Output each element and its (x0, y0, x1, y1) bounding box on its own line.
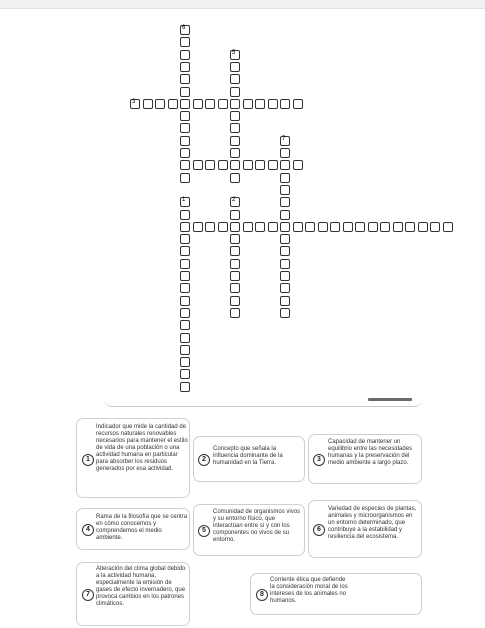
crossword-cell[interactable] (230, 308, 240, 318)
crossword-cell[interactable] (405, 222, 415, 232)
crossword-cell[interactable] (280, 259, 290, 269)
crossword-cell[interactable] (268, 99, 278, 109)
crossword-cell[interactable] (180, 345, 190, 355)
crossword-cell[interactable] (230, 296, 240, 306)
crossword-cell[interactable] (180, 320, 190, 330)
crossword-cell[interactable] (280, 271, 290, 281)
crossword-cell[interactable] (380, 222, 390, 232)
cell-number: 7 (282, 135, 286, 142)
crossword-cell[interactable] (280, 185, 290, 195)
clue-text: Indicador que mide la cantidad de recursos naturales renovables necesarios para mantener el estilo de vida de una población o una actividad humana en particular para absorber los residuos generados por esa actividad. (96, 424, 188, 472)
crossword-cell[interactable] (255, 99, 265, 109)
clue-number-badge: 8 (256, 589, 268, 601)
crossword-cell[interactable] (155, 99, 165, 109)
clue-text: Variedad de especies de plantas, animales y microorganismos en un entorno determinado, que contribuye a la estabilidad y resiliencia del ecosistema. (328, 506, 417, 540)
crossword-cell[interactable] (280, 197, 290, 207)
crossword-cell[interactable] (280, 136, 290, 146)
clue-card-7 (76, 562, 190, 626)
cell-number: 5 (232, 49, 236, 56)
crossword-cell[interactable] (180, 136, 190, 146)
crossword-cell[interactable] (280, 296, 290, 306)
crossword-cell[interactable] (180, 123, 190, 133)
crossword-cell[interactable] (180, 148, 190, 158)
clue-number-badge: 3 (313, 454, 325, 466)
crossword-cell[interactable] (230, 160, 240, 170)
crossword-cell[interactable] (243, 160, 253, 170)
clue-text: Comunidad de organismos vivos y su entorno físico, que interactúan entre sí y con los componentes no vivos de su entorno. (213, 509, 301, 543)
crossword-cell[interactable] (230, 123, 240, 133)
clue-card-1 (76, 418, 190, 498)
crossword-cell[interactable] (180, 197, 190, 207)
crossword-cell[interactable] (180, 37, 190, 47)
crossword-cell[interactable] (168, 99, 178, 109)
crossword-cell[interactable] (293, 160, 303, 170)
crossword-cell[interactable] (180, 210, 190, 220)
crossword-cell[interactable] (230, 222, 240, 232)
crossword-cell[interactable] (243, 222, 253, 232)
crossword-cell[interactable] (355, 222, 365, 232)
crossword-cell[interactable] (268, 160, 278, 170)
crossword-cell[interactable] (318, 222, 328, 232)
crossword-cell[interactable] (230, 246, 240, 256)
crossword-cell[interactable] (230, 283, 240, 293)
crossword-cell[interactable] (193, 99, 203, 109)
crossword-cell[interactable] (230, 99, 240, 109)
clue-text: Capacidad de mantener un equilibrio entre las necesidades humanas y la preservación del medio ambiente a largo plazo. (328, 439, 413, 466)
crossword-cell[interactable] (230, 210, 240, 220)
crossword-cell[interactable] (180, 283, 190, 293)
crossword-cell[interactable] (230, 136, 240, 146)
crossword-cell[interactable] (230, 62, 240, 72)
clue-number-badge: 6 (313, 524, 325, 536)
crossword-cell[interactable] (418, 222, 428, 232)
clue-number-badge: 1 (82, 454, 94, 466)
crossword-cell[interactable] (230, 234, 240, 244)
crossword-cell[interactable] (293, 99, 303, 109)
crossword-cell[interactable] (180, 234, 190, 244)
crossword-cell[interactable] (180, 369, 190, 379)
crossword-cell[interactable] (180, 222, 190, 232)
crossword-cell[interactable] (230, 50, 240, 60)
crossword-cell[interactable] (143, 99, 153, 109)
crossword-cell[interactable] (205, 99, 215, 109)
crossword-cell[interactable] (230, 197, 240, 207)
crossword-cell[interactable] (205, 222, 215, 232)
clue-card-6 (308, 500, 422, 558)
crossword-cell[interactable] (230, 259, 240, 269)
cell-number: 3 (132, 98, 136, 105)
crossword-cell[interactable] (330, 222, 340, 232)
crossword-cell[interactable] (243, 99, 253, 109)
crossword-cell[interactable] (280, 99, 290, 109)
crossword-cell[interactable] (230, 111, 240, 121)
crossword-cell[interactable] (280, 308, 290, 318)
crossword-cell[interactable] (230, 271, 240, 281)
crossword-cell[interactable] (180, 259, 190, 269)
crossword-cell[interactable] (280, 234, 290, 244)
crossword-cell[interactable] (180, 333, 190, 343)
crossword-cell[interactable] (180, 87, 190, 97)
crossword-cell[interactable] (255, 222, 265, 232)
crossword-cell[interactable] (180, 271, 190, 281)
crossword-cell[interactable] (268, 222, 278, 232)
crossword-cell[interactable] (230, 173, 240, 183)
crossword-cell[interactable] (180, 308, 190, 318)
clue-card-4 (76, 508, 190, 550)
clue-number-badge: 7 (82, 589, 94, 601)
clue-card-2 (193, 436, 305, 482)
crossword-cell[interactable] (218, 222, 228, 232)
crossword-cell[interactable] (293, 222, 303, 232)
clue-text: Rama de la filosofía que se centra en cómo conocemos y comprendemos el medio ambiente. (96, 514, 188, 541)
crossword-cell[interactable] (230, 87, 240, 97)
crossword-cell[interactable] (218, 99, 228, 109)
crossword-cell[interactable] (193, 160, 203, 170)
cell-number: 2 (232, 197, 236, 204)
crossword-cell[interactable] (443, 222, 453, 232)
clue-card-3 (308, 434, 422, 484)
crossword-cell[interactable] (180, 111, 190, 121)
crossword-cell[interactable] (180, 296, 190, 306)
crossword-cell[interactable] (430, 222, 440, 232)
clue-card-5 (193, 504, 305, 556)
clue-card-8 (250, 573, 422, 615)
crossword-cell[interactable] (180, 50, 190, 60)
crossword-cell[interactable] (280, 283, 290, 293)
crossword-cell[interactable] (180, 160, 190, 170)
cell-number: 6 (182, 25, 186, 31)
crossword-cell[interactable] (205, 160, 215, 170)
crossword-cell[interactable] (130, 99, 140, 109)
crossword-cell[interactable] (180, 74, 190, 84)
crossword-cell[interactable] (343, 222, 353, 232)
crossword-cell[interactable] (180, 99, 190, 109)
crossword-cell[interactable] (193, 222, 203, 232)
clue-text: Concepto que señala la influencia dominante de la humanidad en la Tierra. (213, 446, 283, 466)
crossword-cell[interactable] (180, 357, 190, 367)
crossword-cell[interactable] (180, 246, 190, 256)
crossword-cell[interactable] (230, 74, 240, 84)
crossword-cell[interactable] (230, 148, 240, 158)
crossword-cell[interactable] (280, 246, 290, 256)
crossword-cell[interactable] (255, 160, 265, 170)
crossword-cell[interactable] (280, 222, 290, 232)
crossword-cell[interactable] (218, 160, 228, 170)
clue-number-badge: 5 (198, 525, 210, 537)
cell-number: 1 (182, 197, 186, 204)
cutoff-bar (368, 398, 412, 401)
crossword-cell[interactable] (368, 222, 378, 232)
crossword-cell[interactable] (393, 222, 403, 232)
crossword-cell[interactable] (180, 382, 190, 392)
crossword-cell[interactable] (280, 173, 290, 183)
crossword-cell[interactable] (180, 173, 190, 183)
crossword-cell[interactable] (305, 222, 315, 232)
clue-text: Corriente ética que defiende la consideración moral de los intereses de los animales no humanos. (270, 577, 348, 604)
crossword-cell[interactable] (280, 148, 290, 158)
clue-text: Alteración del clima global debido a la actividad humana, especialmente la emisión de gases de efecto invernadero, que provoca cambios en los patrones climáticos. (96, 566, 186, 607)
crossword-cell[interactable] (180, 25, 190, 35)
clue-number-badge: 2 (198, 454, 210, 466)
crossword-cell[interactable] (180, 62, 190, 72)
clue-number-badge: 4 (82, 524, 94, 536)
crossword-cell[interactable] (280, 160, 290, 170)
crossword-cell[interactable] (280, 210, 290, 220)
